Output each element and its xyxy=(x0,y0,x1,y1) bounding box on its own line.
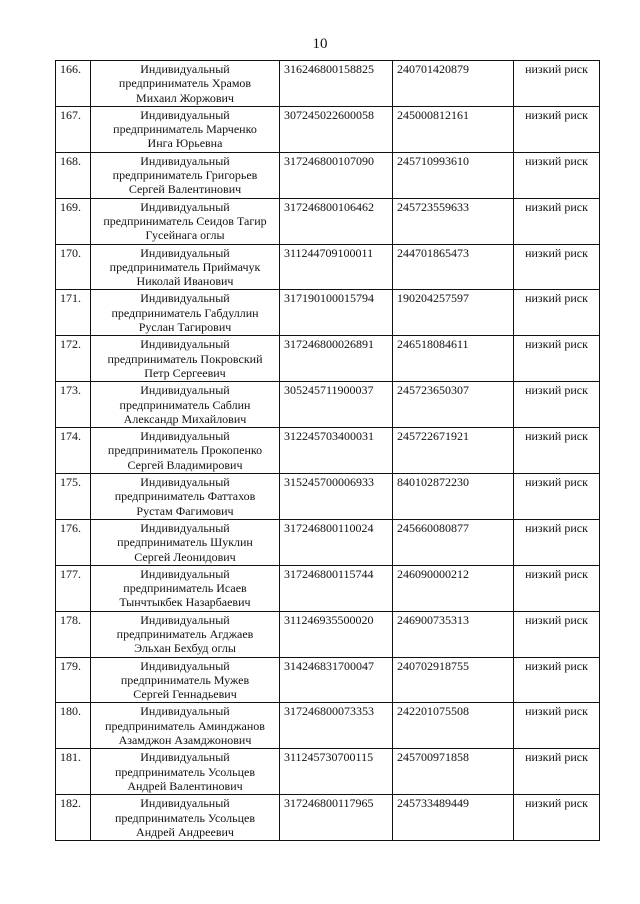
table-row xyxy=(56,474,600,520)
ogrnip-cell: 305245711900037 xyxy=(280,382,393,428)
entrepreneur-name-cell xyxy=(91,565,280,611)
entrepreneur-name-cell xyxy=(91,657,280,703)
risk-category-cell: низкий риск xyxy=(514,474,600,520)
name-line: Индивидуальный xyxy=(140,612,230,627)
ogrnip-cell: 317246800110024 xyxy=(280,519,393,565)
name-line: Индивидуальный xyxy=(140,658,230,673)
table-row xyxy=(56,703,600,749)
row-number-cell: 180. xyxy=(56,703,91,749)
ogrnip-cell: 311244709100011 xyxy=(280,244,393,290)
name-line: Гусейнага оглы xyxy=(145,228,225,243)
inn-cell: 246900735313 xyxy=(393,611,514,657)
name-line: предприниматель Храмов xyxy=(118,76,252,91)
risk-category-cell: низкий риск xyxy=(514,198,600,244)
table-row xyxy=(56,61,600,107)
risk-category-cell: низкий риск xyxy=(514,749,600,795)
risk-category-cell: низкий риск xyxy=(514,244,600,290)
name-line: Андрей Валентинович xyxy=(127,778,243,793)
risk-category-cell: низкий риск xyxy=(514,795,600,841)
registry-table-body xyxy=(56,61,600,841)
name-line: Индивидуальный xyxy=(140,62,230,76)
row-number-cell: 182. xyxy=(56,795,91,841)
risk-category-cell: низкий риск xyxy=(514,106,600,152)
table-row xyxy=(56,519,600,565)
entrepreneur-name-cell xyxy=(91,198,280,244)
name-line: Индивидуальный xyxy=(140,199,230,214)
inn-cell: 245710993610 xyxy=(393,152,514,198)
name-line: Тынчтыкбек Назарбаевич xyxy=(119,595,251,610)
ogrnip-cell: 317246800106462 xyxy=(280,198,393,244)
ogrnip-cell: 307245022600058 xyxy=(280,106,393,152)
entrepreneur-name-cell xyxy=(91,106,280,152)
name-line: Индивидуальный xyxy=(140,566,230,581)
name-line: предприниматель Сеидов Тагир xyxy=(103,213,267,228)
entrepreneur-name-cell xyxy=(91,61,280,107)
name-line: предприниматель Приймачук xyxy=(109,259,261,274)
name-line: Александр Михайлович xyxy=(123,411,247,426)
name-line: Индивидуальный xyxy=(140,291,230,306)
inn-cell: 246518084611 xyxy=(393,336,514,382)
name-line: Индивидуальный xyxy=(140,153,230,168)
ogrnip-cell: 317246800117965 xyxy=(280,795,393,841)
name-line: Эльхан Бехбуд оглы xyxy=(134,641,236,656)
inn-cell: 242201075508 xyxy=(393,703,514,749)
ogrnip-cell: 316246800158825 xyxy=(280,61,393,107)
table-row xyxy=(56,106,600,152)
name-line: предприниматель Саблин xyxy=(119,397,251,412)
name-line: Индивидуальный xyxy=(140,520,230,535)
entrepreneur-name-cell xyxy=(91,152,280,198)
table-row xyxy=(56,611,600,657)
risk-category-cell: низкий риск xyxy=(514,61,600,107)
risk-category-cell: низкий риск xyxy=(514,565,600,611)
name-line: Сергей Валентинович xyxy=(128,182,242,197)
name-line: предприниматель Григорьев xyxy=(112,168,258,183)
name-line: предприниматель Мужев xyxy=(120,672,250,687)
entrepreneur-name-cell xyxy=(91,382,280,428)
entrepreneur-name-cell xyxy=(91,611,280,657)
name-line: Азамджон Азамджонович xyxy=(118,733,252,748)
ogrnip-cell: 311245730700115 xyxy=(280,749,393,795)
name-line: предприниматель Усольцев xyxy=(114,764,256,779)
name-line: Руслан Тагирович xyxy=(138,320,232,335)
entrepreneur-name-cell xyxy=(91,519,280,565)
table-row xyxy=(56,565,600,611)
row-number-cell: 170. xyxy=(56,244,91,290)
name-line: Индивидуальный xyxy=(140,245,230,260)
inn-cell: 245700971858 xyxy=(393,749,514,795)
row-number-cell: 166. xyxy=(56,61,91,107)
name-line: Михаил Жоржович xyxy=(136,90,234,105)
table-row xyxy=(56,244,600,290)
ogrnip-cell: 317246800115744 xyxy=(280,565,393,611)
table-row xyxy=(56,657,600,703)
name-line: предприниматель Агджаев xyxy=(116,626,254,641)
name-line: Инга Юрьевна xyxy=(147,136,223,151)
name-line: Индивидуальный xyxy=(140,704,230,719)
entrepreneur-name-cell xyxy=(91,290,280,336)
inn-cell: 245000812161 xyxy=(393,106,514,152)
entrepreneur-name-cell xyxy=(91,244,280,290)
name-line: предприниматель Усольцев xyxy=(114,810,256,825)
name-line: Индивидуальный xyxy=(140,429,230,444)
table-row xyxy=(56,749,600,795)
name-line: предприниматель Аминджанов xyxy=(105,718,265,733)
name-line: предприниматель Габдуллин xyxy=(111,305,259,320)
name-line: предприниматель Прокопенко xyxy=(107,443,263,458)
inn-cell: 245723559633 xyxy=(393,198,514,244)
entrepreneur-name-cell xyxy=(91,336,280,382)
table-row xyxy=(56,198,600,244)
ogrnip-cell: 312245703400031 xyxy=(280,428,393,474)
name-line: Индивидуальный xyxy=(140,107,230,122)
row-number-cell: 174. xyxy=(56,428,91,474)
name-line: Индивидуальный xyxy=(140,750,230,765)
name-line: предприниматель Марченко xyxy=(113,122,257,137)
inn-cell: 245722671921 xyxy=(393,428,514,474)
risk-category-cell: низкий риск xyxy=(514,152,600,198)
inn-cell: 244701865473 xyxy=(393,244,514,290)
table-row xyxy=(56,428,600,474)
inn-cell: 245723650307 xyxy=(393,382,514,428)
risk-category-cell: низкий риск xyxy=(514,428,600,474)
name-line: предприниматель Исаев xyxy=(123,581,247,596)
row-number-cell: 173. xyxy=(56,382,91,428)
ogrnip-cell: 314246831700047 xyxy=(280,657,393,703)
ogrnip-cell: 317190100015794 xyxy=(280,290,393,336)
row-number-cell: 176. xyxy=(56,519,91,565)
risk-category-cell: низкий риск xyxy=(514,657,600,703)
entrepreneur-name-cell xyxy=(91,474,280,520)
row-number-cell: 172. xyxy=(56,336,91,382)
name-line: Андрей Андреевич xyxy=(136,824,234,839)
name-line: Индивидуальный xyxy=(140,383,230,398)
ogrnip-cell: 315245700006933 xyxy=(280,474,393,520)
inn-cell: 246090000212 xyxy=(393,565,514,611)
row-number-cell: 177. xyxy=(56,565,91,611)
risk-category-cell: низкий риск xyxy=(514,611,600,657)
table-row xyxy=(56,795,600,841)
name-line: Петр Сергеевич xyxy=(144,365,226,380)
table-row xyxy=(56,290,600,336)
risk-category-cell: низкий риск xyxy=(514,382,600,428)
row-number-cell: 175. xyxy=(56,474,91,520)
inn-cell: 245660080877 xyxy=(393,519,514,565)
row-number-cell: 181. xyxy=(56,749,91,795)
registry-table xyxy=(55,60,600,841)
name-line: Рустам Фагимович xyxy=(136,503,234,518)
table-row xyxy=(56,152,600,198)
name-line: Индивидуальный xyxy=(140,475,230,490)
inn-cell: 240701420879 xyxy=(393,61,514,107)
name-line: Сергей Владимирович xyxy=(127,457,243,472)
ogrnip-cell: 317246800026891 xyxy=(280,336,393,382)
ogrnip-cell: 317246800107090 xyxy=(280,152,393,198)
row-number-cell: 168. xyxy=(56,152,91,198)
risk-category-cell: низкий риск xyxy=(514,290,600,336)
name-line: предприниматель Фаттахов xyxy=(114,489,256,504)
inn-cell: 240702918755 xyxy=(393,657,514,703)
entrepreneur-name-cell xyxy=(91,703,280,749)
name-line: Сергей Геннадьевич xyxy=(133,687,237,702)
name-line: предприниматель Покровский xyxy=(107,351,263,366)
row-number-cell: 169. xyxy=(56,198,91,244)
name-line: Индивидуальный xyxy=(140,796,230,811)
name-line: Сергей Леонидович xyxy=(134,549,236,564)
row-number-cell: 171. xyxy=(56,290,91,336)
row-number-cell: 167. xyxy=(56,106,91,152)
row-number-cell: 178. xyxy=(56,611,91,657)
ogrnip-cell: 317246800073353 xyxy=(280,703,393,749)
inn-cell: 840102872230 xyxy=(393,474,514,520)
table-row xyxy=(56,336,600,382)
entrepreneur-name-cell xyxy=(91,795,280,841)
risk-category-cell: низкий риск xyxy=(514,519,600,565)
inn-cell: 245733489449 xyxy=(393,795,514,841)
ogrnip-cell: 311246935500020 xyxy=(280,611,393,657)
name-line: предприниматель Шуклин xyxy=(117,535,253,550)
page-number: 10 xyxy=(312,36,328,52)
name-line: Николай Иванович xyxy=(136,274,234,289)
risk-category-cell: низкий риск xyxy=(514,336,600,382)
table-row xyxy=(56,382,600,428)
risk-category-cell: низкий риск xyxy=(514,703,600,749)
name-line: Индивидуальный xyxy=(140,337,230,352)
inn-cell: 190204257597 xyxy=(393,290,514,336)
entrepreneur-name-cell xyxy=(91,428,280,474)
row-number-cell: 179. xyxy=(56,657,91,703)
entrepreneur-name-cell xyxy=(91,749,280,795)
